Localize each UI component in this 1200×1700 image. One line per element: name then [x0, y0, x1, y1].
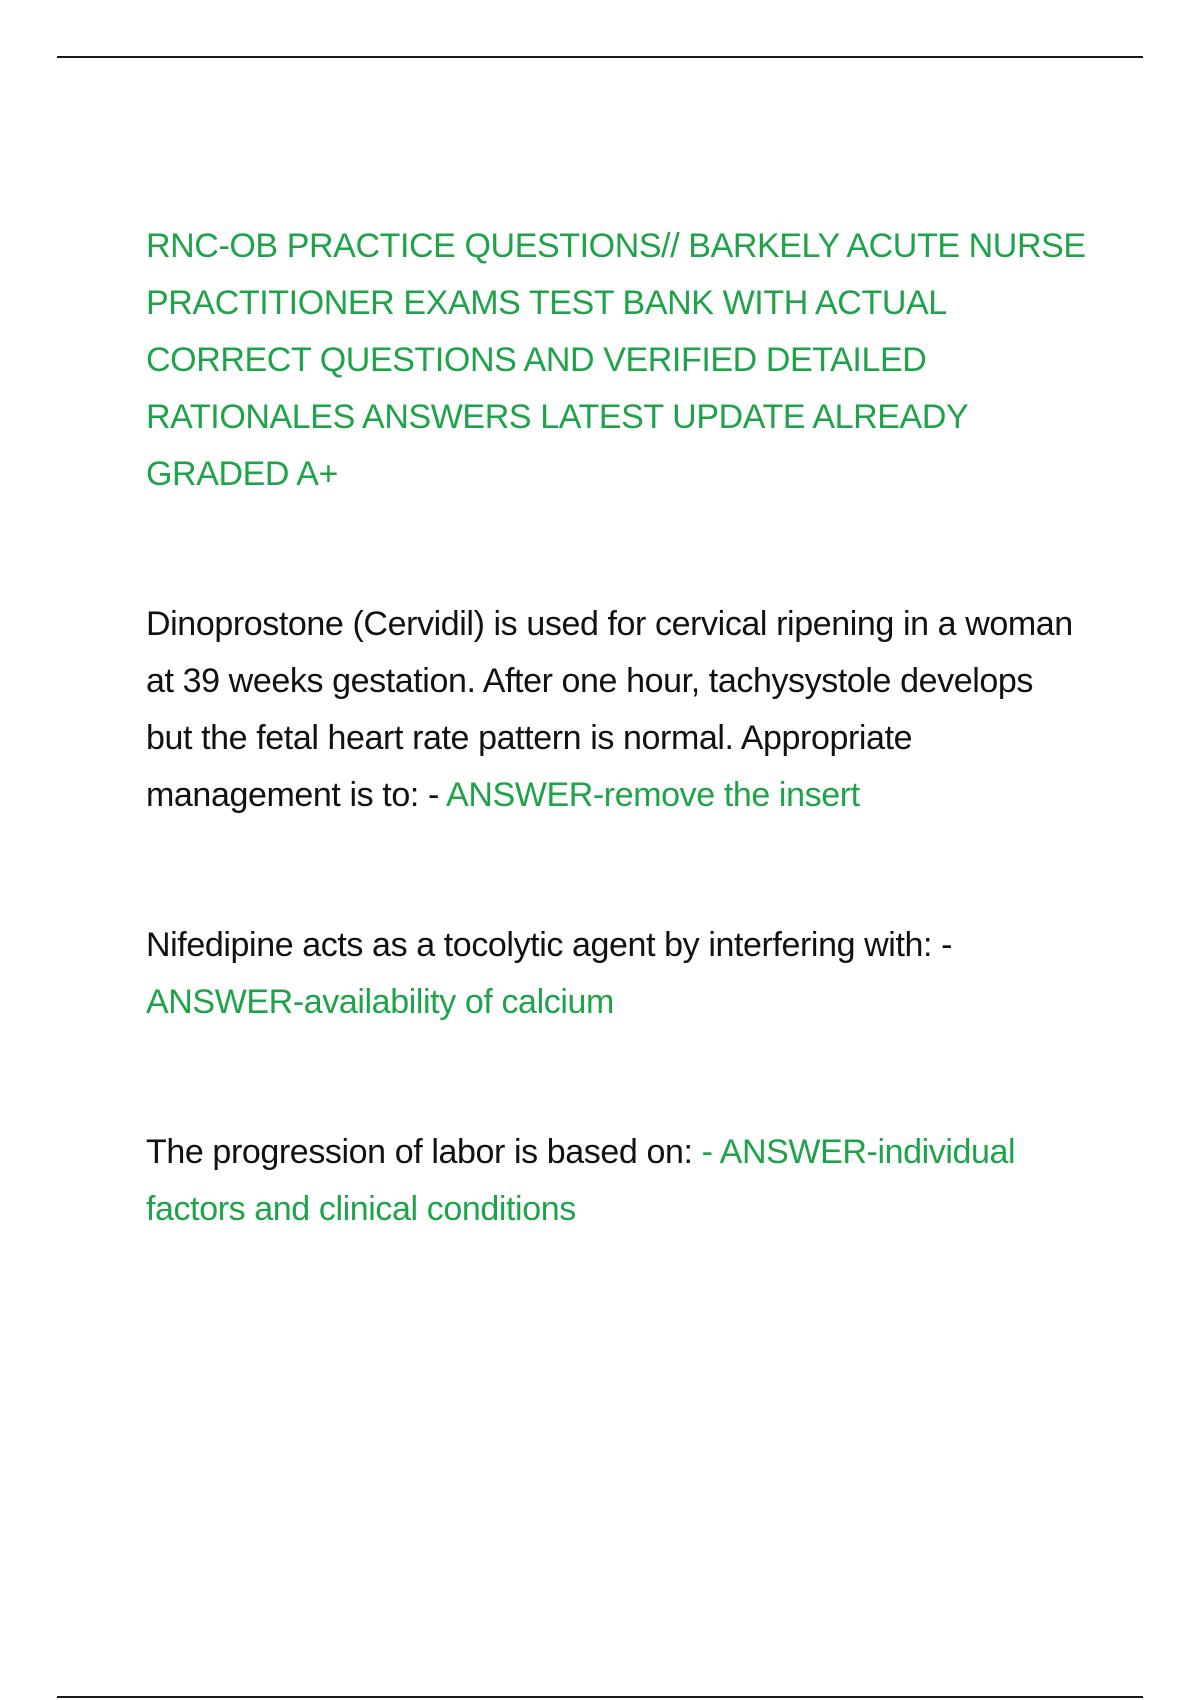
qa-item-1: [146, 596, 1086, 824]
question-text: Nifedipine acts as a tocolytic agent by interfering with: -: [146, 926, 953, 964]
answer-text: ANSWER-remove the insert: [446, 776, 860, 814]
document-content: [146, 218, 1086, 1238]
answer-text: ANSWER-availability of calcium: [146, 983, 614, 1021]
question-text: Dinoprostone (Cervidil) is used for cervical ripening in a woman at 39 weeks gestation. After one hour, tachysystole develops but the fetal heart rate pattern is normal. Appropriate management is to: -: [146, 605, 1073, 814]
document-title: RNC-OB PRACTICE QUESTIONS// BARKELY ACUTE NURSE PRACTITIONER EXAMS TEST BANK WITH ACTUAL CORRECT QUESTIONS AND VERIFIED DETAILED RATIONALES ANSWERS LATEST UPDATE ALREADY GRADED A+: [146, 227, 1086, 493]
top-rule: [57, 56, 1143, 58]
question-text: The progression of labor is based on:: [146, 1133, 702, 1171]
answer-text: - ANSWER-individual factors and clinical conditions: [146, 1133, 1016, 1228]
qa-item-2: [146, 917, 1086, 1031]
qa-item-3: [146, 1124, 1086, 1238]
bottom-rule: [57, 1696, 1143, 1698]
